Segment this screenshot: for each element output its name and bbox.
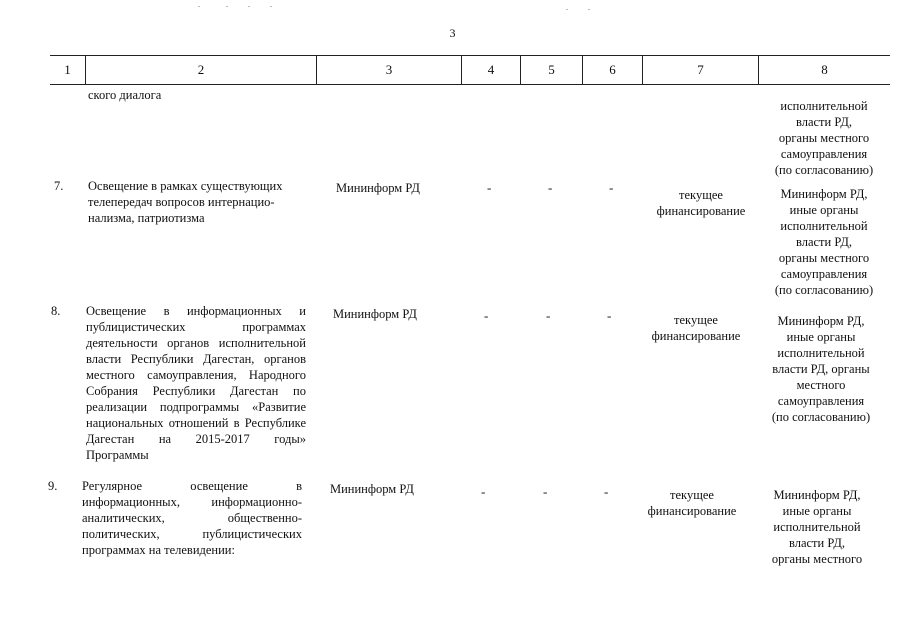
row-description: Регулярное освещение в информационных, информационно-аналитических, общественно-политических, публицистических программах на телевидении: — [82, 479, 302, 557]
row-executor: Мининформ РД — [336, 181, 420, 195]
row-description: Освещение в информационных и публицистических программах деятельности органов исполнительной власти Республики Дагестан, органов местного самоуправления, Народного Собрания Республики Дагестан по реализации подпрограммы «Развитие национальных отношений в Республике Дагестан на 2015-2017 годы» Программы — [86, 304, 306, 462]
col-header-7: 7 — [697, 62, 704, 77]
col-header-2: 2 — [197, 62, 205, 77]
col-header-1: 1 — [64, 62, 71, 77]
continued-responsible: исполнительной власти РД, органы местного самоуправления (по согласованию) — [774, 99, 874, 177]
scan-speck — [198, 6, 200, 7]
row-col6: - — [609, 180, 614, 195]
row-financing: текущее финансирование — [647, 488, 737, 518]
row-financing: текущее финансирование — [656, 188, 746, 218]
row-responsible: Мининформ РД, иные органы исполнительной власти РД, органы местного — [771, 488, 863, 566]
col-header-6: 6 — [609, 62, 616, 77]
row-number: 7. — [54, 179, 64, 193]
row-executor: Мининформ РД — [330, 482, 414, 496]
row-number: 9. — [48, 479, 58, 493]
header-bottom-border — [50, 84, 890, 85]
col-header-3: 3 — [385, 62, 393, 77]
scan-speck — [270, 6, 272, 7]
row-number: 8. — [51, 304, 61, 318]
row-responsible: Мининформ РД, иные органы исполнительной власти РД, органы местного самоуправления (по согласованию) — [774, 187, 874, 297]
row-col5: - — [546, 308, 551, 323]
scan-speck — [588, 9, 590, 10]
continued-text: ского диалога — [88, 88, 162, 102]
scan-speck — [226, 6, 228, 7]
row-col6: - — [607, 308, 612, 323]
row-col5: - — [543, 484, 548, 499]
col-header-8: 8 — [821, 62, 828, 77]
col-header-4: 4 — [487, 62, 495, 77]
row-col4: - — [487, 180, 492, 195]
row-col5: - — [548, 180, 553, 195]
row-description: Освещение в рамках существующих телепередач вопросов интернацио- нализма, патриотизма — [88, 179, 283, 225]
row-financing: текущее финансирование — [651, 313, 741, 343]
row-col4: - — [481, 484, 486, 499]
col-header-5: 5 — [548, 62, 555, 77]
page-number: 3 — [449, 26, 456, 40]
scan-speck — [248, 6, 250, 7]
row-col6: - — [604, 484, 609, 499]
scan-speck — [566, 9, 568, 10]
row-executor: Мининформ РД — [333, 307, 417, 321]
row-responsible: Мининформ РД, иные органы исполнительной власти РД, органы местного самоуправления (по согласованию) — [771, 314, 871, 424]
row-col4: - — [484, 308, 489, 323]
